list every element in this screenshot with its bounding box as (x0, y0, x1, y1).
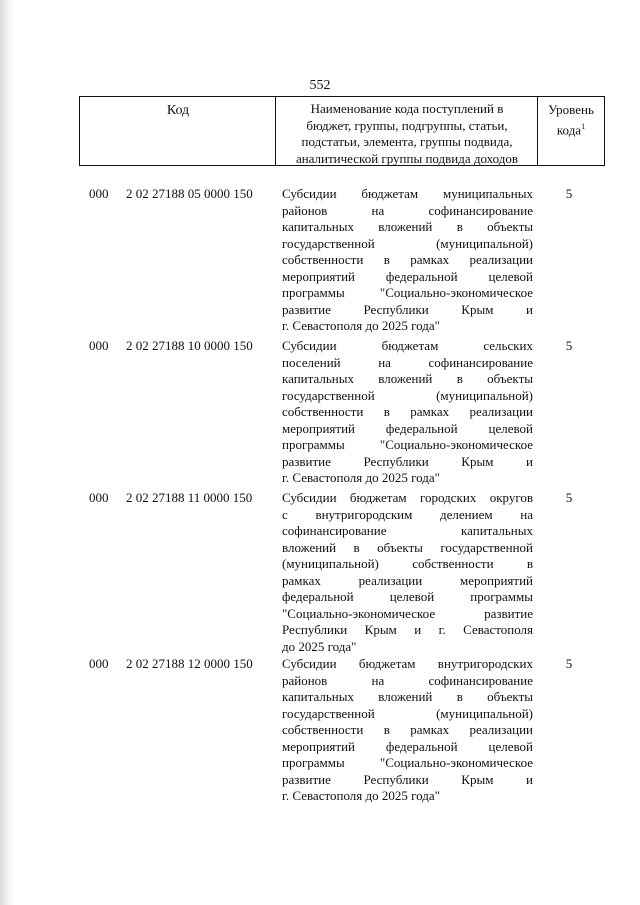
row-desc-line: капитальных вложений в объекты (282, 219, 533, 234)
header-level-line2: кода (556, 122, 582, 138)
header-level-line1: Уровень (548, 102, 594, 117)
row-level: 5 (565, 490, 573, 505)
row-desc-line: до 2025 года" (282, 638, 357, 654)
row-desc-line: программы "Социально-экономическое (282, 755, 533, 770)
row-desc-line: "Социально-экономическое развитие (282, 605, 533, 621)
row-description (282, 490, 533, 655)
header-name-line: Наименование кода поступлений в (310, 101, 504, 116)
row-desc-line: рамках реализации мероприятий (282, 572, 533, 588)
row-desc-line: собственности в рамках реализации (282, 722, 533, 737)
row-desc-line: Субсидии бюджетам внутригородских (282, 656, 533, 671)
row-code: 2 02 27188 10 0000 150 (126, 338, 253, 353)
row-level: 5 (565, 656, 573, 671)
row-desc-line: развитие Республики Крым и (282, 301, 533, 317)
row-desc-line: (муниципальной) собственности в (282, 556, 533, 571)
row-desc-line: государственной (муниципальной) (282, 705, 533, 721)
row-description (282, 338, 533, 487)
row-desc-line: районов на софинансирование (282, 202, 533, 218)
row-desc-line: федеральной целевой программы (282, 589, 533, 604)
row-desc-line: программы "Социально-экономическое (282, 437, 533, 452)
row-prefix: 000 (89, 338, 109, 353)
header-col-name (276, 97, 538, 165)
footnote-marker: 1 (581, 122, 586, 131)
row-desc-line: Субсидии бюджетам городских округов (282, 490, 533, 505)
row-desc-line: программы "Социально-экономическое (282, 285, 533, 300)
row-desc-line: собственности в рамках реализации (282, 404, 533, 419)
scan-edge-shadow (0, 0, 14, 905)
header-col-code (80, 97, 276, 165)
header-name-label (280, 101, 534, 167)
row-desc-line: государственной (муниципальной) (282, 387, 533, 403)
row-desc-line: вложений в объекты государственной (282, 539, 533, 555)
row-code: 2 02 27188 11 0000 150 (126, 490, 253, 505)
row-code: 2 02 27188 12 0000 150 (126, 656, 253, 671)
row-level: 5 (565, 186, 573, 201)
header-code-label: Код (166, 103, 190, 118)
row-desc-line: г. Севастополя до 2025 года" (282, 470, 440, 485)
row-desc-line: поселений на софинансирование (282, 354, 533, 370)
row-desc-line: мероприятий федеральной целевой (282, 738, 533, 754)
header-col-level (538, 97, 604, 165)
row-desc-line: собственности в рамках реализации (282, 252, 533, 267)
header-name-line: аналитической группы подвида доходов (295, 150, 519, 166)
row-prefix: 000 (89, 490, 109, 505)
row-desc-line: капитальных вложений в объекты (282, 689, 533, 704)
row-description (282, 186, 533, 335)
row-desc-line: софинансирование капитальных (282, 523, 533, 538)
page-number: 552 (309, 78, 331, 93)
row-desc-line: с внутригородским делением на (282, 506, 533, 522)
table-header (79, 96, 605, 166)
row-desc-line: развитие Республики Крым и (282, 771, 533, 787)
row-desc-line: Субсидии бюджетам сельских (282, 338, 533, 353)
row-desc-line: капитальных вложений в объекты (282, 371, 533, 386)
row-description (282, 656, 533, 805)
row-level: 5 (565, 338, 573, 353)
header-level-label (538, 101, 604, 138)
header-name-line: бюджет, группы, подгруппы, статьи, (306, 117, 508, 133)
row-prefix: 000 (89, 656, 109, 671)
row-code: 2 02 27188 05 0000 150 (126, 186, 253, 201)
row-desc-line: г. Севастополя до 2025 года" (282, 788, 440, 803)
row-desc-line: г. Севастополя до 2025 года" (282, 318, 440, 333)
row-desc-line: Субсидии бюджетам муниципальных (282, 186, 533, 201)
row-desc-line: мероприятий федеральной целевой (282, 268, 533, 284)
row-desc-line: районов на софинансирование (282, 672, 533, 688)
row-prefix: 000 (89, 186, 109, 201)
row-desc-line: государственной (муниципальной) (282, 235, 533, 251)
row-desc-line: Республики Крым и г. Севастополя (282, 622, 533, 637)
header-name-line: подстатьи, элемента, группы подвида, (301, 134, 513, 149)
row-desc-line: развитие Республики Крым и (282, 453, 533, 469)
row-desc-line: мероприятий федеральной целевой (282, 420, 533, 436)
